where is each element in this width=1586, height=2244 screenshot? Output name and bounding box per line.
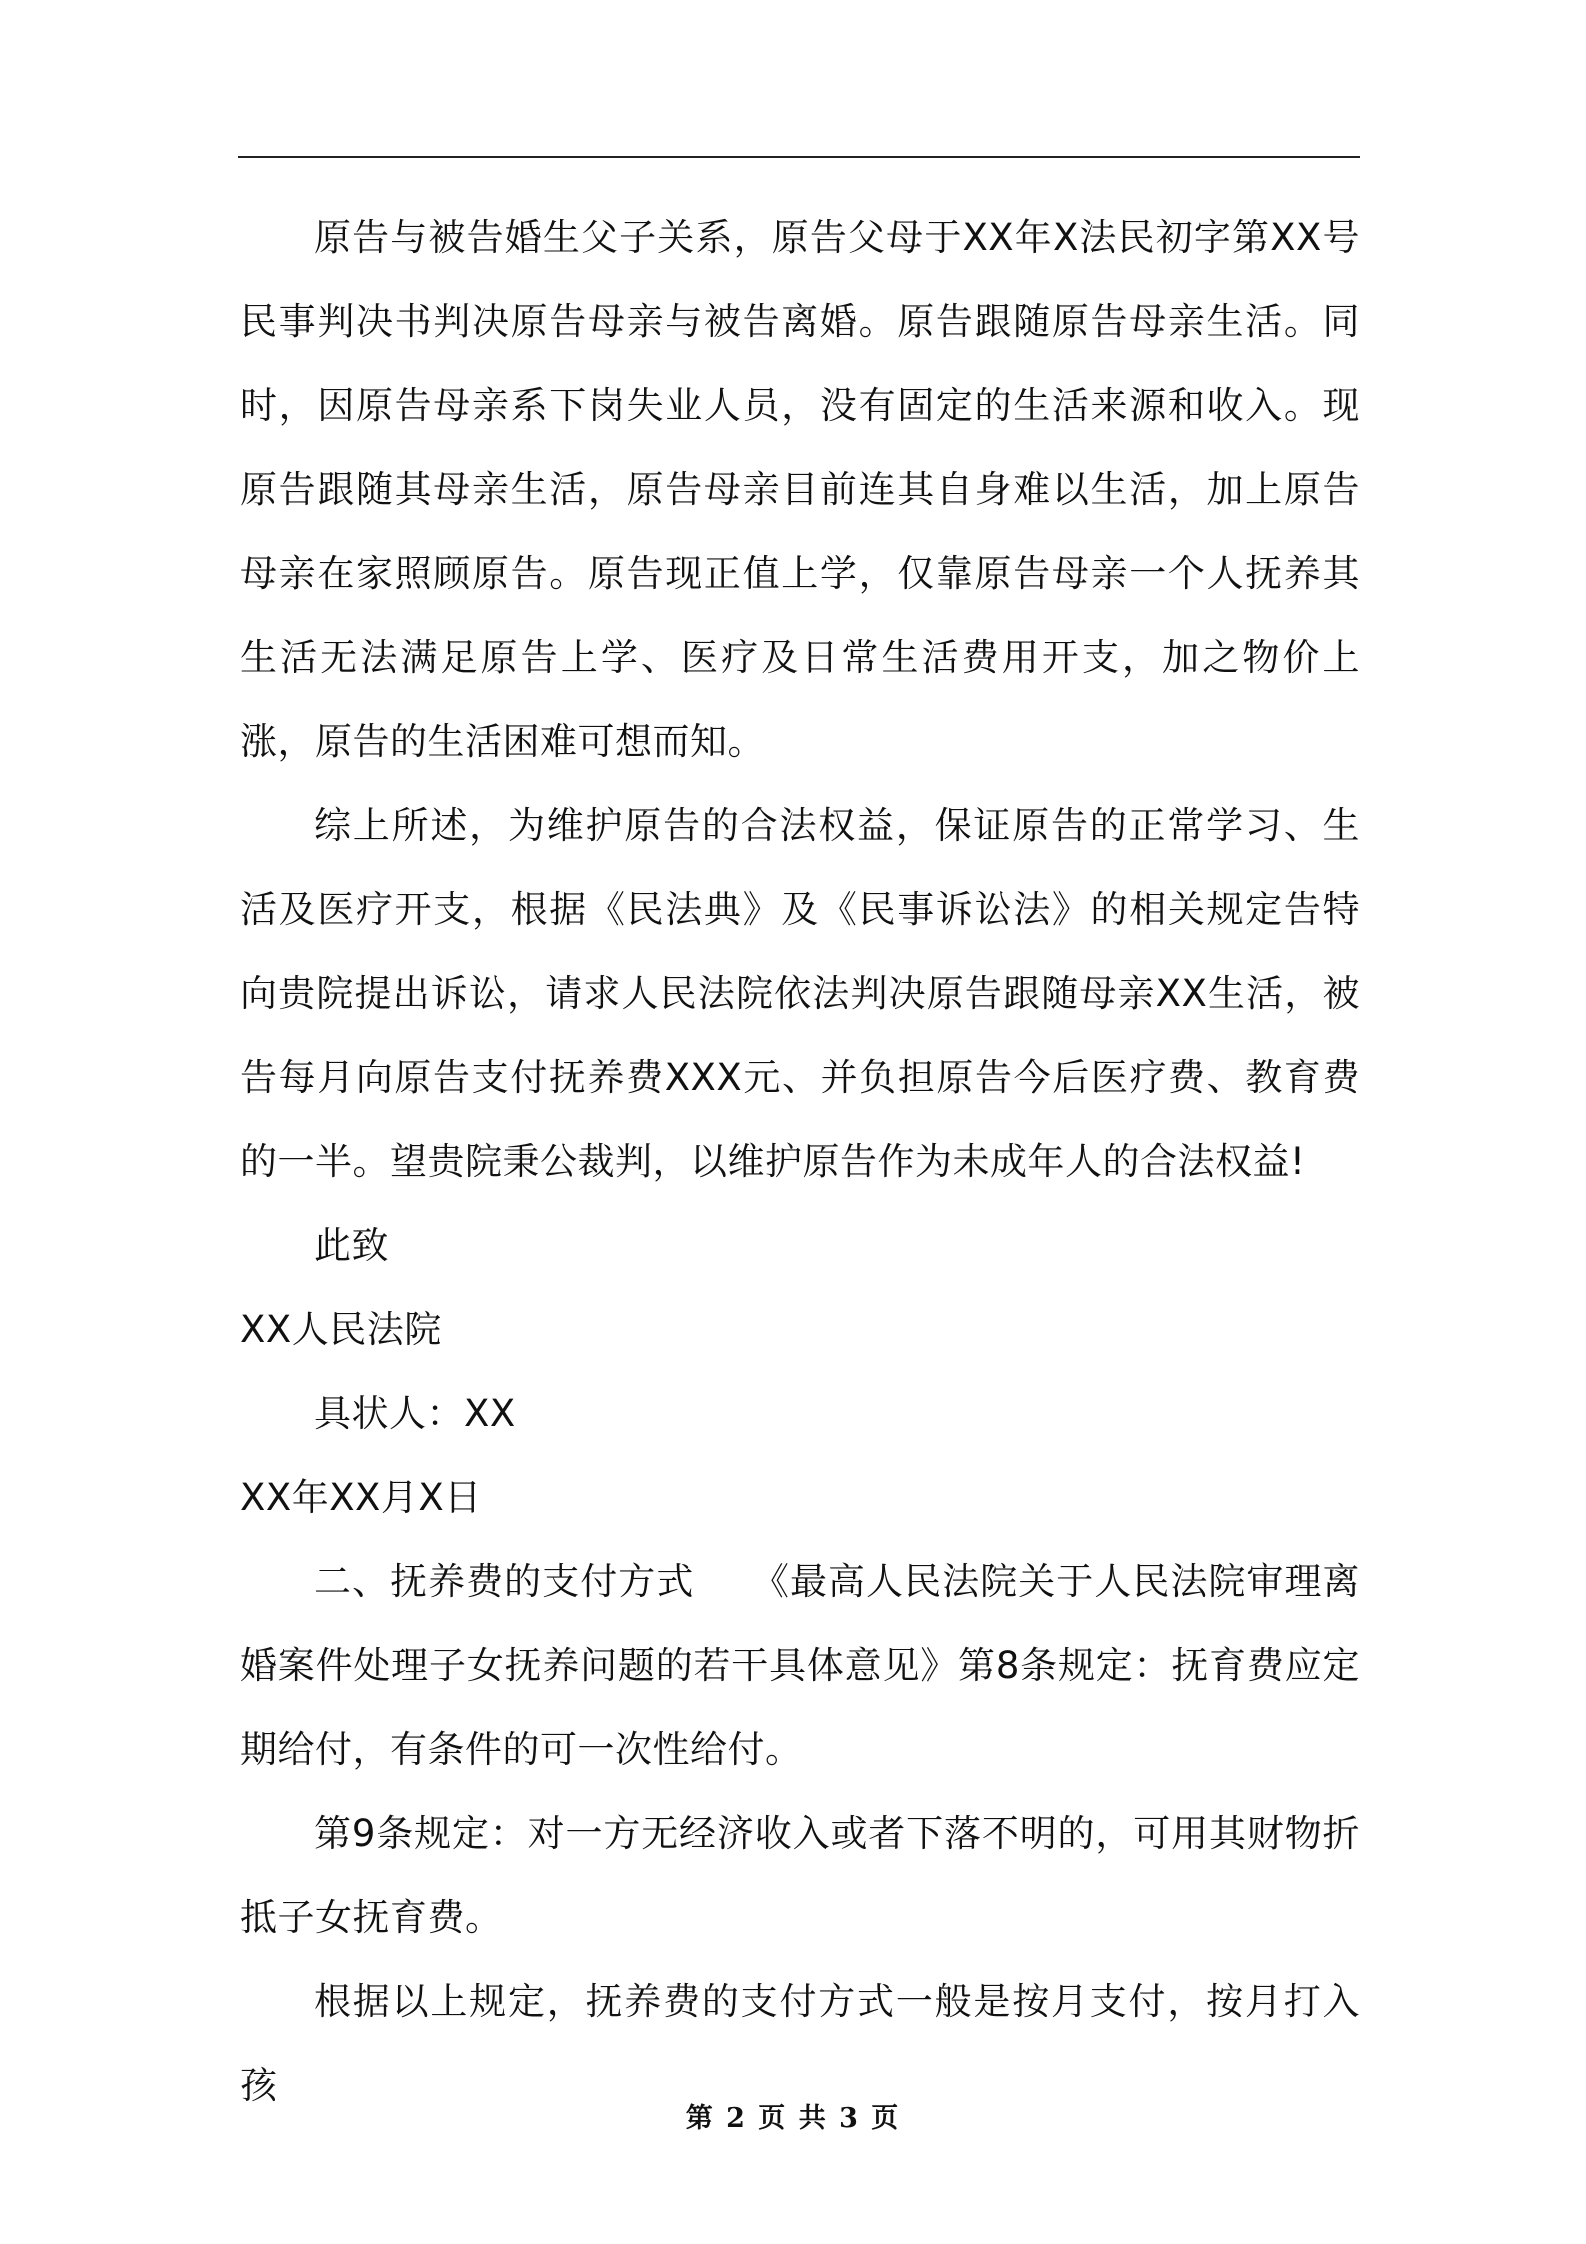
document-date: XX年XX月X日: [240, 1476, 482, 1519]
header-rule: [238, 156, 1360, 158]
closing-salutation: 此致: [314, 1224, 389, 1267]
paragraph-claims: 综上所述，为维护原告的合法权益，保证原告的正常学习、生活及医疗开支，根据《民法典》及《民事诉讼法》的相关规定告特向贵院提出诉讼，请求人民法院依法判决原告跟随母亲XX生活，被告每月向原告支付抚养费XXX元、并负担原告今后医疗费、教育费的一半。望贵院秉公裁判，以维护原告作为未成年人的合法权益!: [240, 804, 1360, 1183]
paragraph-case-facts: 原告与被告婚生父子关系，原告父母于XX年X法民初字第XX号民事判决书判决原告母亲与被告离婚。原告跟随原告母亲生活。同时，因原告母亲系下岗失业人员，没有固定的生活来源和收入。现原告跟随其母亲生活，原告母亲目前连其自身难以生活，加上原告母亲在家照顾原告。原告现正值上学，仅靠原告母亲一个人抚养其生活无法满足原告上学、医疗及日常生活费用开支，加之物价上涨，原告的生活困难可想而知。: [240, 216, 1360, 763]
plaintiff-signature: 具状人：XX: [314, 1392, 516, 1435]
section-payment-method: 二、抚养费的支付方式 《最高人民法院关于人民法院审理离婚案件处理子女抚养问题的若干具体意见》第8条规定：抚育费应定期给付，有条件的可一次性给付。: [240, 1560, 1360, 1771]
paragraph-payment-summary: 根据以上规定，抚养费的支付方式一般是按月支付，按月打入孩: [240, 1980, 1360, 2107]
paragraph-article-9: 第9条规定：对一方无经济收入或者下落不明的，可用其财物折抵子女抚育费。: [240, 1812, 1360, 1939]
document-body: [240, 196, 1360, 2128]
page-number-footer: 第 2 页 共 3 页: [685, 2103, 901, 2134]
court-addressee: XX人民法院: [240, 1308, 442, 1351]
